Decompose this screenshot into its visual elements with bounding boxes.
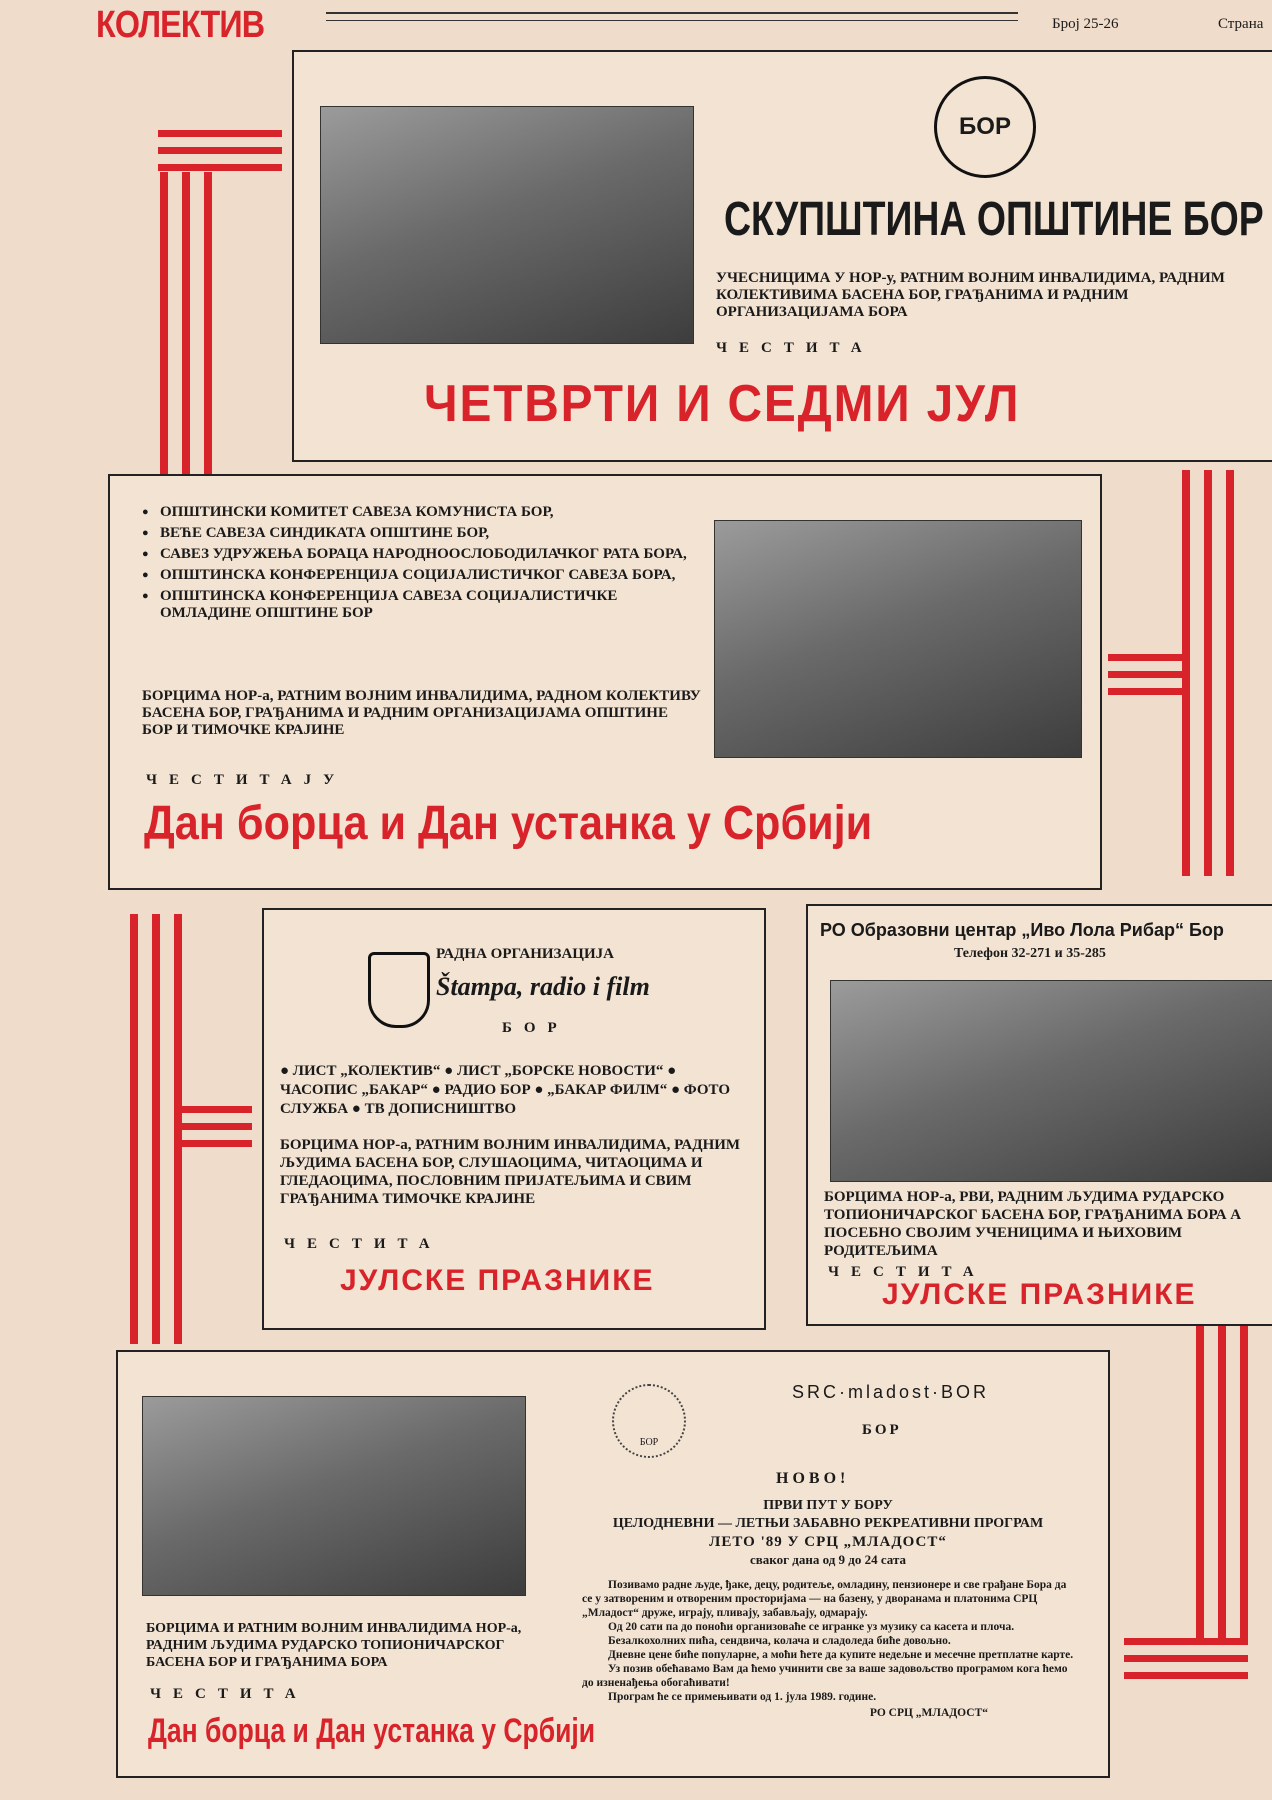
page-label: Страна	[1218, 16, 1264, 32]
bor-logo-icon: БОР	[934, 76, 1036, 178]
ad2-organizations	[142, 504, 702, 626]
stripes-ad2-vertical	[1182, 470, 1234, 876]
ad5-paragraph: Програм ће се примењивати од 1. јула 1989. године.	[608, 1691, 877, 1703]
workshop-photo	[830, 980, 1272, 1182]
stripes-ad3-horizontal	[180, 1106, 252, 1147]
ad3-greeting: ЈУЛСКЕ ПРАЗНИКЕ	[340, 1264, 655, 1297]
ad2-greeting: Дан борца и Дан устанка у Србији	[144, 797, 873, 850]
ad3-city: БОР	[502, 1020, 569, 1036]
ad5-signature: РО СРЦ „МЛАДОСТ“	[869, 1707, 988, 1719]
ad5-line1: ПРВИ ПУТ У БОРУ	[763, 1498, 893, 1513]
list-item: ● ОПШТИНСКА КОНФЕРЕНЦИЈА САВЕЗА СОЦИЈАЛИСТИЧКЕ ОМЛАДИНЕ ОПШТИНЕ БОР	[142, 588, 702, 622]
ad4-greeting: ЈУЛСКЕ ПРАЗНИКЕ	[882, 1278, 1197, 1311]
ad3-org-type: РАДНА ОРГАНИЗАЦИЈА	[436, 946, 614, 962]
ad3-org-name: Štampa, radio i film	[436, 972, 650, 1001]
building-photo	[320, 106, 694, 344]
ad5-paragraph: Уз позив обећавамо Вам да ћемо учинити све за ваше задовољство програмом кога ћемо до изненађења обогаћивати!	[582, 1663, 1068, 1689]
ad5-paragraph: Од 20 сати па до поноћи организоваће се игранке уз музику са касета и плоча.	[608, 1621, 1015, 1633]
ad3-congrats: ЧЕСТИТА	[284, 1236, 442, 1252]
ad5-paragraph: Дневне цене биће популарне, а моћи ћете да купите недељне и месечне претплатне карте.	[608, 1649, 1074, 1661]
ad-stampa	[262, 908, 766, 1330]
pool-photo	[142, 1396, 526, 1596]
ad4-title: РО Образовни центар „Иво Лола Рибар“ Бор	[820, 920, 1224, 940]
ad-komitet	[108, 474, 1102, 890]
ad5-paragraph: Позивамо радне људе, ђаке, децу, родитеље, омладину, пензионере и све грађане Бора да се у затвореним и отвореним просторијама — на базену, у дворанама и платонима СРЦ „Младост“ друже, играју, пливају, забављају, одмарају.	[582, 1579, 1067, 1619]
ad5-line4: сваког дана од 9 до 24 сата	[750, 1552, 906, 1567]
ad4-congrats: ЧЕСТИТА	[828, 1264, 986, 1280]
ad5-novo: НОВО!	[776, 1470, 850, 1487]
ad2-congrats: ЧЕСТИТАЈУ	[146, 772, 347, 788]
ad2-recipients: БОРЦИМА НОР-а, РАТНИМ ВОЈНИМ ИНВАЛИДИМА, РАДНОМ КОЛЕКТИВУ БАСЕНА БОР, ГРАЂАНИМА И РАДНИМ ОРГАНИЗАЦИЈАМА ОПШТИНЕ БОР И ТИМОЧКЕ КРАЈИНЕ	[142, 688, 701, 738]
stripes-ad1-vertical	[160, 172, 212, 478]
ad5-brand: SRC·mladost·BOR	[792, 1382, 990, 1402]
list-item: ● ОПШТИНСКА КОНФЕРЕНЦИЈА СОЦИЈАЛИСТИЧКОГ САВЕЗА БОРА,	[142, 567, 702, 584]
ad4-phone: Телефон 32-271 и 35-285	[954, 946, 1106, 961]
ad1-recipients: УЧЕСНИЦИМА У НОР-у, РАТНИМ ВОЈНИМ ИНВАЛИДИМА, РАДНИМ КОЛЕКТИВИМА БАСЕНА БОР, ГРАЂАНИМА И РАДНИМ ОРГАНИЗАЦИЈАМА БОРА	[716, 270, 1225, 320]
ad4-recipients: БОРЦИМА НОР-а, РВИ, РАДНИМ ЉУДИМА РУДАРСКО ТОПИОНИЧАРСКОГ БАСЕНА БОР, ГРАЂАНИМА БОРА А ПОСЕБНО СВОЈИМ УЧЕНИЦИМА И ЊИХОВИМ РОДИТЕЉИМА	[824, 1189, 1242, 1259]
ad3-media: ● ЛИСТ „КОЛЕКТИВ“ ● ЛИСТ „БОРСКЕ НОВОСТИ“ ● ЧАСОПИС „БАКАР“ ● РАДИО БОР ● „БАКАР ФИЛМ“ ● ФОТО СЛУЖБА ● ТВ ДОПИСНИШТВО	[280, 1063, 731, 1117]
issue-number: Број 25-26	[1052, 16, 1119, 32]
ad-skupstina	[292, 50, 1272, 462]
list-item: ● ОПШТИНСКИ КОМИТЕТ САВЕЗА КОМУНИСТА БОР,	[142, 504, 702, 521]
ad-src-mladost	[116, 1350, 1110, 1778]
ad5-paragraph: Безалкохолних пића, сендвича, колача и сладоледа биће довољно.	[608, 1635, 951, 1647]
ad1-greeting: ЧЕТВРТИ И СЕДМИ ЈУЛ	[424, 375, 1021, 433]
ad3-recipients: БОРЦИМА НОР-а, РАТНИМ ВОЈНИМ ИНВАЛИДИМА, РАДНИМ ЉУДИМА БАСЕНА БОР, СЛУШАОЦИМА, ЧИТАОЦИМА И ГЛЕДАОЦИМА, ПОСЛОВНИМ ПРИЈАТЕЉИМА И СВИМ ГРАЂАНИМА ТИМОЧКЕ КРАЈИНЕ	[280, 1137, 741, 1207]
stripes-ad5-horizontal	[1124, 1638, 1248, 1679]
ad5-recipients: БОРЦИМА И РАТНИМ ВОЈНИМ ИНВАЛИДИМА НОР-а, РАДНИМ ЉУДИМА РУДАРСКО ТОПИОНИЧАРСКОГ БАСЕНА БОР И ГРАЂАНИМА БОРА	[146, 1621, 522, 1670]
ad5-line2: ЦЕЛОДНЕВНИ — ЛЕТЊИ ЗАБАВНО РЕКРЕАТИВНИ ПРОГРАМ	[612, 1516, 1044, 1531]
stripes-ad5-vertical	[1196, 1326, 1248, 1644]
ad-obrazovni-centar	[806, 904, 1272, 1326]
ad5-body	[582, 1578, 1078, 1720]
stampa-logo-icon	[368, 952, 430, 1028]
ad5-congrats: ЧЕСТИТА	[150, 1686, 308, 1702]
ad1-congrats: ЧЕСТИТА	[716, 340, 874, 356]
ad5-greeting: Дан борца и Дан устанка у Србији	[148, 1712, 596, 1750]
ad1-title: СКУПШТИНА ОПШТИНЕ БОР	[724, 193, 1264, 246]
list-item: ● САВЕЗ УДРУЖЕЊА БОРАЦА НАРОДНООСЛОБОДИЛАЧКОГ РАТА БОРА,	[142, 546, 702, 563]
stripes-ad3-vertical	[130, 914, 182, 1344]
list-item: ● ВЕЋЕ САВЕЗА СИНДИКАТА ОПШТИНЕ БОР,	[142, 525, 702, 542]
mladost-logo-icon: БОР	[612, 1384, 686, 1458]
ad5-city: БОР	[862, 1422, 902, 1438]
ad5-line3: ЛЕТО '89 У СРЦ „МЛАДОСТ“	[709, 1534, 947, 1550]
stripes-ad1-horizontal	[158, 130, 282, 171]
masthead: КОЛЕКТИВ	[96, 4, 265, 46]
stripes-ad2-horizontal	[1108, 654, 1184, 695]
header-rule	[326, 12, 1018, 21]
building-photo-2	[714, 520, 1082, 758]
